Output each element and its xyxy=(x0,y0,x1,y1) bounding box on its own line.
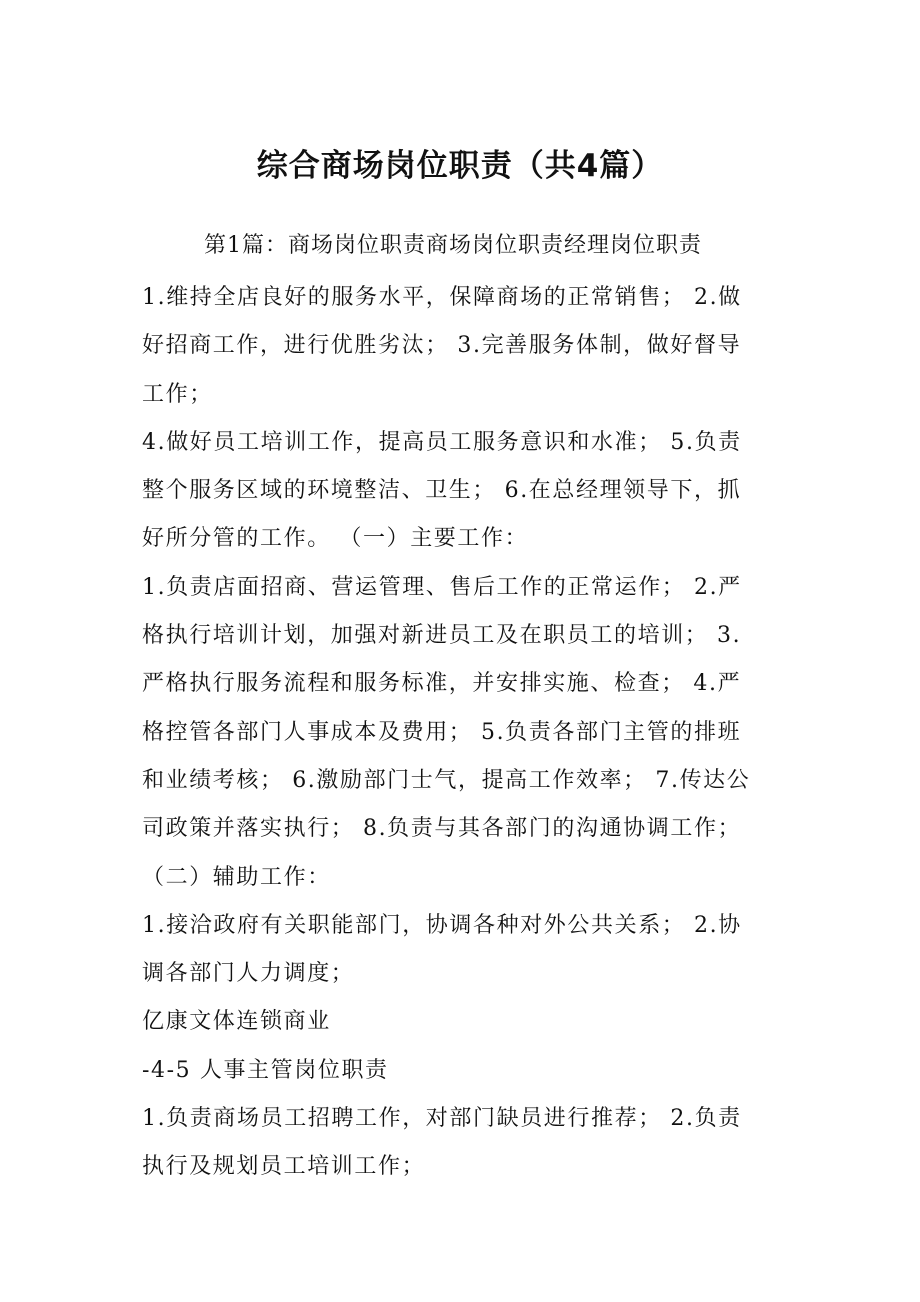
body-line: 好所分管的工作。 （一）主要工作： xyxy=(142,526,529,552)
body-line: 格控管各部门人事成本及费用； 5.负责各部门主管的排班 xyxy=(142,719,742,745)
document-body xyxy=(142,274,782,1192)
body-line: 1.接洽政府有关职能部门，协调各种对外公共关系； 2.协 xyxy=(142,912,742,938)
body-line: 和业绩考核； 6.激励部门士气，提高工作效率； 7.传达公 xyxy=(142,767,751,793)
body-line: （二）辅助工作： xyxy=(142,864,331,890)
body-line: 1.负责商场员工招聘工作，对部门缺员进行推荐； 2.负责 xyxy=(142,1106,742,1132)
body-line: 工作； xyxy=(142,381,213,407)
body-line: 1.负责店面招商、营运管理、售后工作的正常运作； 2.严 xyxy=(142,574,742,600)
body-line: 司政策并落实执行； 8.负责与其各部门的沟通协调工作； xyxy=(142,816,742,842)
body-line: 严格执行服务流程和服务标准，并安排实施、检查； 4.严 xyxy=(142,671,742,697)
body-line: 亿康文体连锁商业 xyxy=(142,1009,331,1035)
body-line: 调各部门人力调度； xyxy=(142,961,355,987)
body-line: -4-5 人事主管岗位职责 xyxy=(142,1057,389,1083)
body-line: 4.做好员工培训工作，提高员工服务意识和水准； 5.负责 xyxy=(142,429,742,455)
body-line: 1.维持全店良好的服务水平，保障商场的正常销售； 2.做 xyxy=(142,285,742,310)
document-subtitle: 第1篇：商场岗位职责商场岗位职责经理岗位职责 xyxy=(204,233,702,258)
body-line: 格执行培训计划，加强对新进员工及在职员工的培训； 3. xyxy=(142,623,742,649)
body-line: 执行及规划员工培训工作； xyxy=(142,1154,426,1180)
body-line: 整个服务区域的环境整洁、卫生； 6.在总经理领导下，抓 xyxy=(142,478,742,504)
body-line: 好招商工作，进行优胜劣汰； 3.完善服务体制，做好督导 xyxy=(142,333,742,359)
document-title: 综合商场岗位职责（共4篇） xyxy=(256,148,664,184)
